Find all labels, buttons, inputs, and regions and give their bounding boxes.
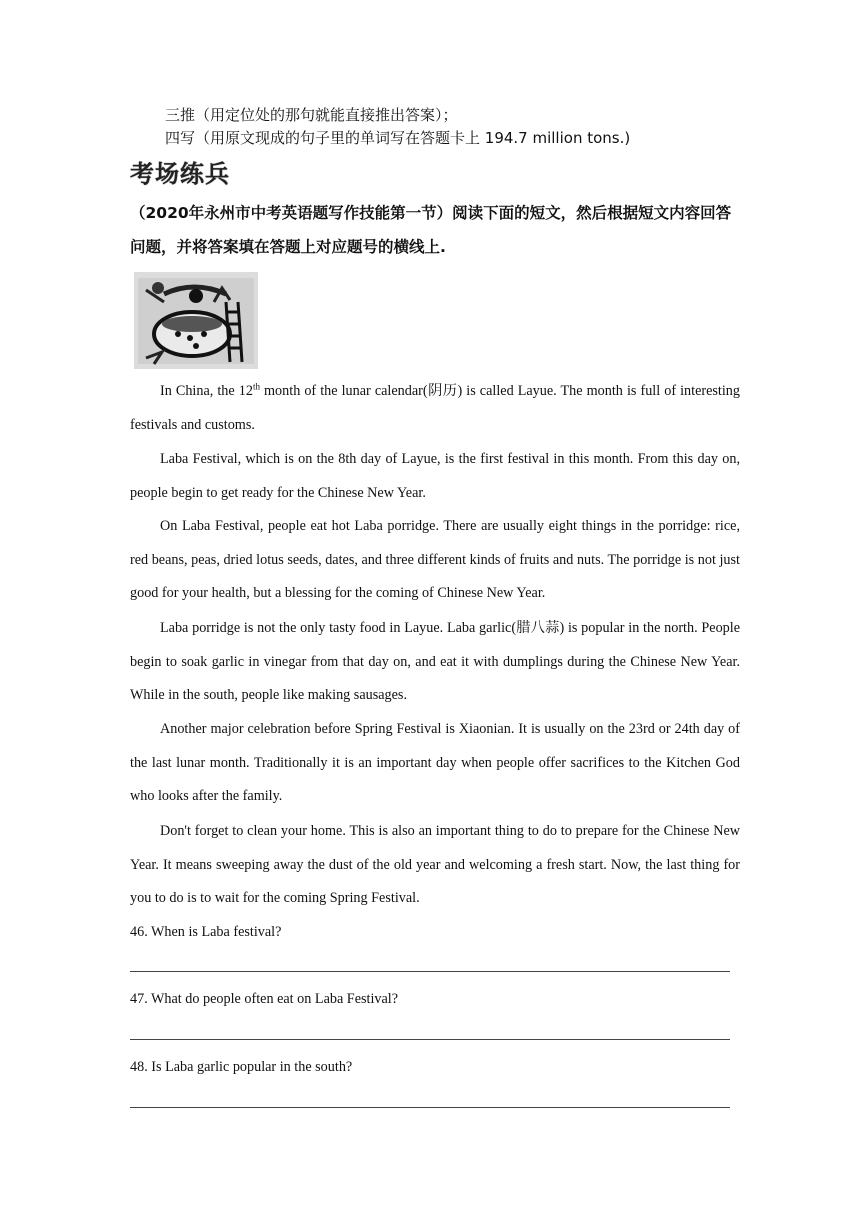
question-46: 46. When is Laba festival? [130,924,282,940]
passage-paragraph-5: Another major celebration before Spring Festival is Xiaonian. It is usually on the 23rd or 24th day of the last lunar month. Traditionally it is an important day when people offer sacrifices to the Kitchen God who looks after the family. [130,721,740,805]
question-47: 47. What do people often eat on Laba Festival? [130,991,399,1007]
passage-paragraph-4: Laba porridge is not the only tasty food in Layue. Laba garlic(腊八蒜) is popular in the north. People begin to soak garlic in vinegar from that day on, and eat it with dumplings during the Chinese New Year. While in the south, people like making sausages. [130,620,740,704]
answer-line-47[interactable] [130,1039,730,1040]
passage-paragraph-6: Don't forget to clean your home. This is also an important thing to do to prepare for the Chinese New Year. It means sweeping away the dust of the old year and welcoming a fresh start. Now, the last thing for you to do is to wait for the coming Spring Festival. [130,823,740,907]
task-instructions: （2020年永州市中考英语题写作技能第一节）阅读下面的短文，然后根据短文内容回答问题，并将答案填在答题上对应题号的横线上. [130,204,732,256]
tip-line-3: 三推（用定位处的那句就能直接推出答案）； [165,106,458,124]
answer-line-46[interactable] [130,971,730,972]
illustration-image [134,272,258,369]
section-title: 考场练兵 [130,160,230,188]
passage-paragraph-3: On Laba Festival, people eat hot Laba porridge. There are usually eight things in the porridge: rice, red beans, peas, dried lotus seeds, dates, and three different kinds of fruits and nuts. The porridge is not just good for your health, but a blessing for the coming of Chinese New Year. [130,518,740,602]
tip-line-4: 四写（用原文现成的句子里的单词写在答题卡上 194.7 million tons.) [165,129,631,147]
question-48: 48. Is Laba garlic popular in the south? [130,1059,353,1075]
passage-paragraph-1: In China, the 12th month of the lunar calendar(阴历) is called Layue. The month is full of interesting festivals and customs. [130,381,740,433]
answer-line-48[interactable] [130,1107,730,1108]
passage-paragraph-2: Laba Festival, which is on the 8th day of Layue, is the first festival in this month. From this day on, people begin to get ready for the Chinese New Year. [130,451,740,501]
